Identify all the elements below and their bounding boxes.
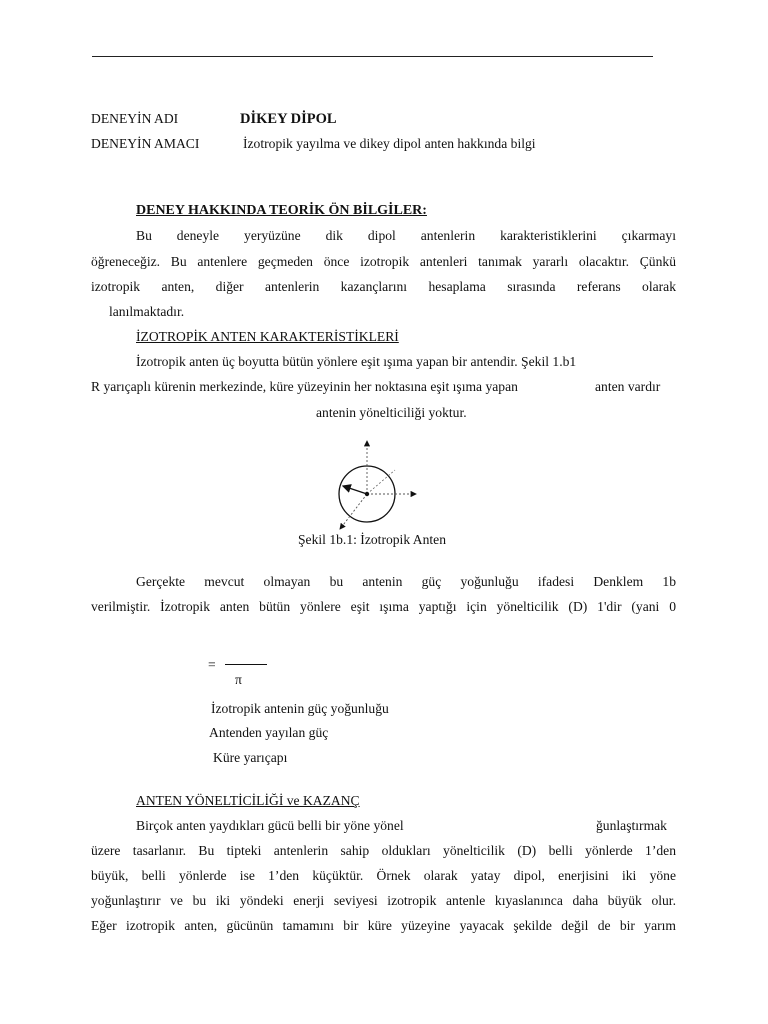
isotropic-line-2a: R yarıçaplı kürenin merkezinde, küre yüzeyinin her noktasına eşit ışıma yapan — [91, 379, 518, 394]
radius-arrow — [343, 486, 367, 494]
experiment-name-value: DİKEY DİPOL — [240, 111, 337, 127]
figure-caption: Şekil 1b.1: İzotropik Anten — [298, 532, 447, 547]
theory-line-3: izotropik anten, diğer antenlerin kazançlarını hesaplama sırasında referans olarak — [91, 279, 676, 294]
directivity-line-2: üzere tasarlanır. Bu tipteki antenlerin sahip oldukları yönelticilik (D) belli yönlerde 1’den — [91, 843, 676, 858]
top-rule — [92, 56, 653, 57]
legend-radiated-power: Antenden yayılan güç — [209, 725, 329, 740]
power-density-line-1: Gerçekte mevcut olmayan bu antenin güç yoğunluğu ifadesi Denklem 1b — [136, 574, 676, 589]
directivity-line-1b: ğunlaştırmak — [596, 818, 667, 833]
directivity-line-1a: Birçok anten yaydıkları gücü belli bir yöne yönel — [136, 818, 404, 833]
legend-power-density: İzotropik antenin güç yoğunluğu — [211, 701, 389, 716]
experiment-name-label: DENEYİN ADI — [91, 111, 179, 126]
directivity-heading: ANTEN YÖNELTİCİLİĞİ ve KAZANÇ — [136, 793, 360, 808]
power-density-line-2: verilmiştir. İzotropik anten bütün yönlere eşit ışıma yaptığı için yönelticilik (D) 1'dir (yani 0 — [91, 599, 676, 614]
theory-heading: DENEY HAKKINDA TEORİK ÖN BİLGİLER: — [136, 203, 427, 218]
legend-sphere-radius: Küre yarıçapı — [213, 750, 288, 765]
isotropic-line-3: antenin yönelticiliği yoktur. — [316, 405, 467, 420]
experiment-aim-value: İzotropik yayılma ve dikey dipol anten hakkında bilgi — [243, 136, 536, 151]
isotropic-line-1: İzotropik anten üç boyutta bütün yönlere eşit ışıma yapan bir antendir. Şekil 1.b1 — [136, 354, 577, 369]
isotropic-antenna-figure — [328, 435, 428, 530]
formula-fraction-bar — [225, 664, 267, 665]
antenna-center-dot — [365, 492, 369, 496]
isotropic-heading: İZOTROPİK ANTEN KARAKTERİSTİKLERİ — [136, 329, 399, 344]
diagonal-up-line — [367, 470, 395, 494]
theory-line-4: lanılmaktadır. — [109, 304, 185, 319]
isotropic-line-2b: anten vardır — [595, 379, 661, 394]
directivity-line-3: büyük, belli yönlerde ise 1’den küçüktür. Örnek olarak yatay dipol, enerjisini iki yöne — [91, 868, 676, 883]
axis-down-left-arrow — [340, 494, 367, 529]
directivity-line-4: yoğunlaştırır ve bu iki yöndeki enerji seviyesi izotropik antenle kıyaslanınca daha büyük olur. — [91, 893, 676, 908]
experiment-aim-label: DENEYİN AMACI — [91, 136, 200, 151]
directivity-line-5: Eğer izotropik anten, gücünün tamamını bir küre yüzeyine yayacak şekilde değil de bir yarım — [91, 918, 676, 933]
theory-line-1: Bu deneyle yeryüzüne dik dipol antenlerin karakteristiklerini çıkarmayı — [136, 228, 676, 243]
formula-pi: π — [235, 672, 242, 687]
formula-equals: = — [208, 657, 216, 672]
theory-line-2: öğreneceğiz. Bu antenlere geçmeden önce izotropik antenleri tanımak yararlı olacaktır. Çünkü — [91, 254, 676, 269]
